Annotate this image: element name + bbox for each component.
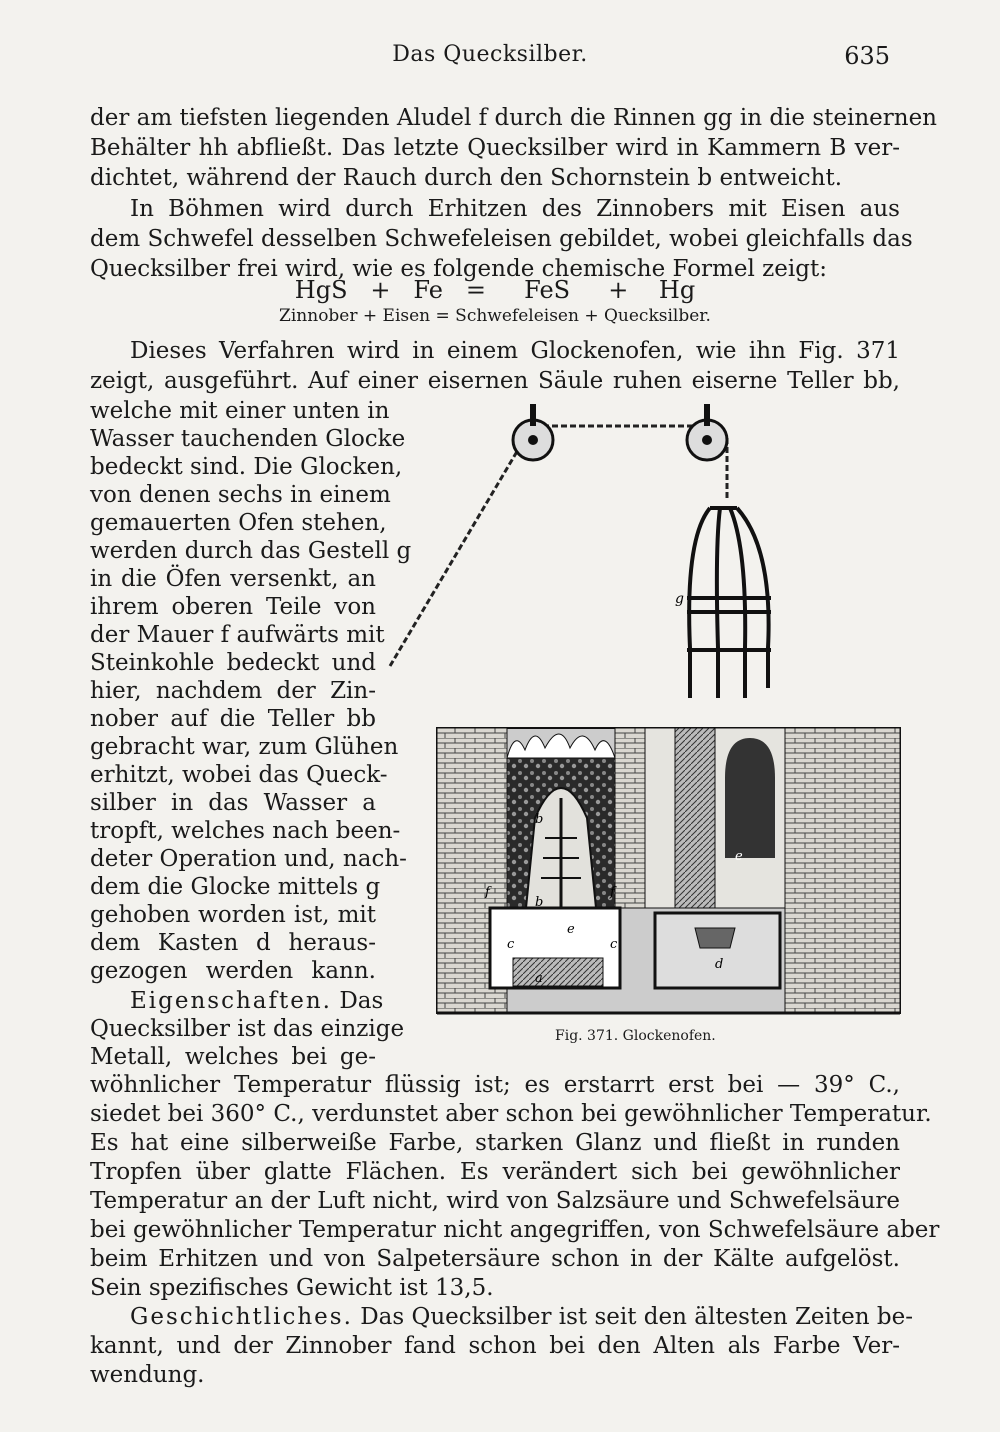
text-line: Tropfen über glatte Flächen. Es verändert sich bei gewöhnlicher: [90, 1159, 900, 1185]
text-line: gebracht war, zum Glühen: [90, 734, 399, 760]
text-line: tropft, welches nach been-: [90, 818, 401, 844]
text-line: beim Erhitzen und von Salpetersäure schon in der Kälte aufgelöst.: [90, 1246, 900, 1272]
figure-label: e: [567, 922, 575, 937]
figure-label: e: [735, 849, 743, 864]
figure-label: g: [675, 591, 684, 607]
text-line: Sein spezifisches Gewicht ist 13,5.: [90, 1275, 494, 1301]
figure-label: f: [485, 885, 490, 900]
text-fragment: Das: [339, 988, 384, 1014]
text-line: werden durch das Gestell g: [90, 538, 412, 564]
text-line: Es hat eine silberweiße Farbe, starken Glanz und fließt in runden: [90, 1130, 900, 1156]
text-line: Quecksilber ist das einzige: [90, 1016, 405, 1042]
text-line: [90, 1302, 913, 1332]
text-line: hier, nachdem der Zin-: [90, 678, 376, 704]
text-line: Behälter hh abfließt. Das letzte Quecksilber wird in Kammern B ver-: [90, 135, 900, 161]
text-line: kannt, und der Zinnober fand schon bei den Alten als Farbe Ver-: [90, 1333, 900, 1359]
text-fragment: Das Quecksilber ist seit den ältesten Zeiten be-: [360, 1304, 913, 1330]
formula-symbol: Hg: [658, 276, 696, 304]
text-line: deter Operation und, nach-: [90, 846, 407, 872]
figure-label: d: [715, 957, 724, 972]
text-line: siedet bei 360° C., verdunstet aber schon bei gewöhnlicher Temperatur.: [90, 1101, 932, 1127]
text-line: dichtet, während der Rauch durch den Schornstein b entweicht.: [90, 165, 843, 191]
section-heading: Geschichtliches.: [130, 1304, 353, 1330]
text-line: bedeckt sind. Die Glocken,: [90, 454, 403, 480]
text-line: bei gewöhnlicher Temperatur nicht angegriffen, von Schwefelsäure aber: [90, 1217, 940, 1243]
text-line: gehoben worden ist, mit: [90, 902, 376, 928]
formula-symbol: Fe: [413, 276, 443, 304]
text-line: Steinkohle bedeckt und: [90, 650, 376, 676]
pulley-right: [687, 404, 727, 460]
figure-label: b: [535, 812, 544, 827]
formula-names: Zinnober + Eisen = Schwefeleisen + Quecksilber.: [279, 306, 711, 326]
section-heading: Eigenschaften.: [130, 988, 332, 1014]
text-line: wendung.: [90, 1362, 205, 1388]
figure-caption: Fig. 371. Glockenofen.: [555, 1028, 716, 1044]
page-number: 635: [844, 42, 890, 70]
page-header: [90, 42, 890, 78]
figure-label: a: [535, 971, 543, 986]
text-line: der Mauer f aufwärts mit: [90, 622, 385, 648]
text-line: der am tiefsten liegenden Aludel f durch die Rinnen gg in die steinernen: [90, 105, 937, 131]
frame-g: [687, 508, 771, 698]
text-line: in die Öfen versenkt, an: [90, 566, 376, 592]
chemical-formula: [90, 276, 900, 304]
text-line: von denen sechs in einem: [90, 482, 391, 508]
text-line: zeigt, ausgeführt. Auf einer eisernen Säule ruhen eiserne Teller bb,: [90, 368, 900, 394]
figure-label: c: [610, 937, 618, 952]
text-line: ihrem oberen Teile von: [90, 594, 376, 620]
figure-label: c: [507, 937, 515, 952]
pulley-left: [513, 404, 553, 460]
text-line: dem Kasten d heraus-: [90, 930, 376, 956]
text-line: Wasser tauchenden Glocke: [90, 426, 406, 452]
text-line: dem Schwefel desselben Schwefeleisen gebildet, wobei gleichfalls das: [90, 226, 913, 252]
formula-symbol: +: [608, 276, 629, 304]
chain: [390, 426, 727, 666]
text-line: wöhnlicher Temperatur flüssig ist; es erstarrt erst bei — 39° C.,: [90, 1072, 900, 1098]
text-line: silber in das Wasser a: [90, 790, 376, 816]
furnace-section: [437, 728, 900, 1013]
formula-symbol: +: [370, 276, 391, 304]
text-line: [90, 986, 384, 1016]
text-line: erhitzt, wobei das Queck-: [90, 762, 388, 788]
formula-symbol: =: [465, 276, 486, 304]
formula-symbol: HgS: [294, 276, 348, 304]
running-title: Das Quecksilber.: [392, 42, 588, 67]
formula-symbol: FeS: [524, 276, 571, 304]
figure-label: b: [535, 895, 544, 910]
glockenofen-illustration: [385, 398, 900, 1026]
text-line: gemauerten Ofen stehen,: [90, 510, 387, 536]
text-line: welche mit einer unten in: [90, 398, 390, 424]
text-line: In Böhmen wird durch Erhitzen des Zinnobers mit Eisen aus: [130, 196, 900, 222]
text-line: Metall, welches bei ge-: [90, 1044, 376, 1070]
text-line: gezogen werden kann.: [90, 958, 376, 984]
text-line: dem die Glocke mittels g: [90, 874, 381, 900]
text-line: Temperatur an der Luft nicht, wird von Salzsäure und Schwefelsäure: [90, 1188, 900, 1214]
text-line: nober auf die Teller bb: [90, 706, 376, 732]
text-line: Dieses Verfahren wird in einem Glockenofen, wie ihn Fig. 371: [130, 338, 900, 364]
figure-glockenofen: [385, 398, 900, 1026]
figure-label: f: [610, 885, 615, 900]
text-line: Quecksilber frei wird, wie es folgende chemische Formel zeigt:: [90, 256, 827, 282]
